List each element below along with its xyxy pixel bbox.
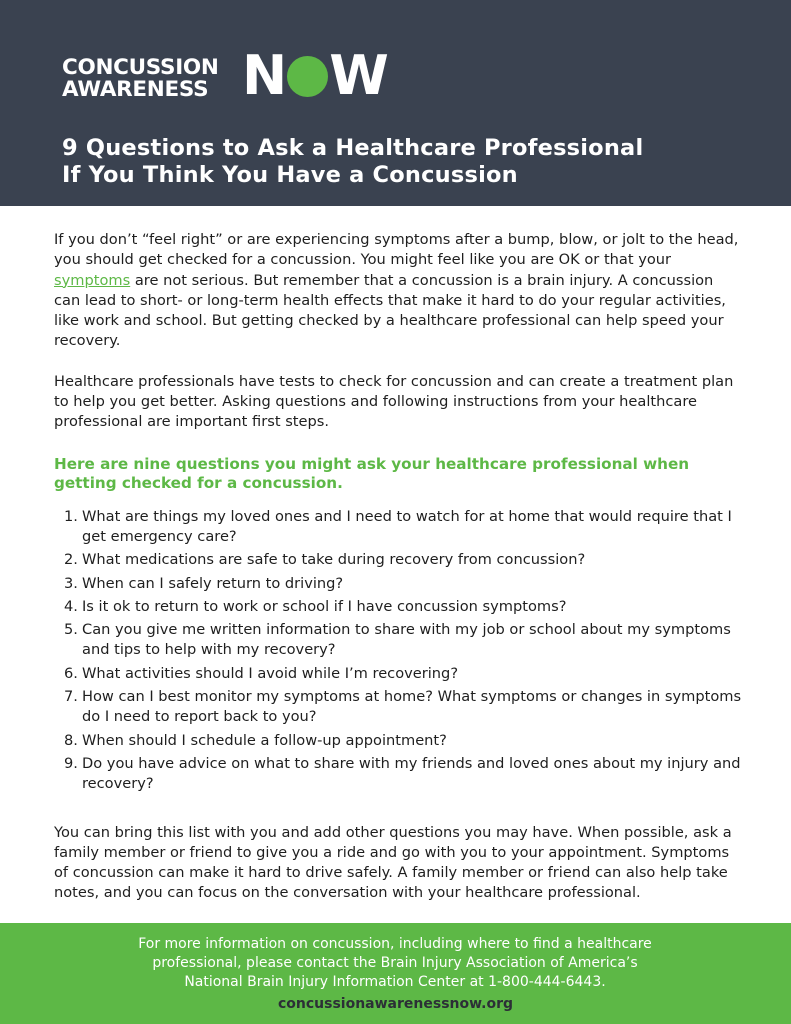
list-item-number: 1.	[64, 507, 78, 525]
footer-line-1: For more information on concussion, including where to find a healthcare	[138, 936, 652, 952]
page-title	[62, 135, 762, 189]
page-header	[0, 0, 791, 206]
logo-now	[242, 44, 387, 107]
questions-subheading: Here are nine questions you might ask your healthcare professional when getting checked for a concussion.	[54, 454, 690, 492]
list-item-text: Can you give me written information to share with my job or school about my symptoms and tips to help with my recovery?	[82, 621, 731, 659]
list-item-number: 8.	[64, 731, 78, 749]
footer-contact-text	[95, 935, 695, 992]
list-item	[54, 687, 744, 728]
symptoms-link[interactable]: symptoms	[54, 271, 131, 289]
title-line-1: 9 Questions to Ask a Healthcare Professional	[62, 135, 644, 161]
list-item-text: What are things my loved ones and I need to watch for at home that would require that I get emergency care?	[82, 507, 732, 545]
main-content	[54, 230, 744, 904]
logo-now-w: W	[329, 44, 387, 107]
list-item	[54, 754, 744, 795]
list-item-text: How can I best monitor my symptoms at home? What symptoms or changes in symptoms do I need to report back to you?	[82, 688, 742, 726]
green-dot-icon	[287, 56, 328, 97]
list-item-text: Do you have advice on what to share with my friends and loved ones about my injury and recovery?	[82, 754, 741, 793]
closing-paragraph: You can bring this list with you and add other questions you may have. When possible, ask a family member or friend to give you a ride and go with you to your appointment. Symptoms of concussion can make it hard to drive safely. A family member or friend can also help take notes, and you can focus on the conversation with your healthcare professional.	[54, 823, 732, 902]
list-item-text: What activities should I avoid while I’m recovering?	[82, 664, 459, 682]
list-item-text: What medications are safe to take during recovery from concussion?	[82, 551, 586, 569]
intro-text-start: If you don’t “feel right” or are experiencing symptoms after a bump, blow, or jolt to the head, you should get checked for a concussion. You might feel like you are OK or that your	[54, 231, 739, 269]
logo-line-awareness: AWARENESS	[62, 77, 209, 102]
questions-list	[54, 507, 744, 795]
intro-paragraph-2: Healthcare professionals have tests to check for concussion and can create a treatment plan to help you get better. Asking questions and following instructions from your healthcare professional are important first steps.	[54, 372, 734, 431]
footer-line-3: National Brain Injury Information Center at 1-800-444-6443.	[184, 974, 606, 990]
list-item	[54, 574, 744, 594]
list-item	[54, 597, 744, 617]
list-item	[54, 664, 744, 684]
list-item	[54, 550, 744, 570]
list-item-number: 2.	[64, 551, 78, 569]
footer-line-2: professional, please contact the Brain Injury Association of America’s	[152, 955, 638, 971]
list-item	[54, 731, 744, 751]
list-item-number: 7.	[64, 688, 78, 706]
list-item-number: 4.	[64, 597, 78, 615]
list-item-number: 6.	[64, 664, 78, 682]
page-footer	[0, 923, 791, 1024]
list-item-text: Is it ok to return to work or school if I have concussion symptoms?	[82, 597, 567, 615]
intro-paragraph-1	[54, 230, 744, 352]
intro-text-end: are not serious. But remember that a concussion is a brain injury. A concussion can lead to short- or long-term health effects that make it hard to do your regular activities, like work and school. But getting checked by a healthcare professional can help speed your recovery.	[54, 271, 726, 350]
list-item-text: When can I safely return to driving?	[82, 574, 344, 592]
logo-words	[62, 57, 242, 101]
logo-line-concussion: CONCUSSION	[62, 55, 219, 80]
list-item-number: 3.	[64, 574, 78, 592]
list-item-text: When should I schedule a follow-up appointment?	[82, 731, 447, 749]
list-item-number: 9.	[64, 754, 78, 772]
title-line-2: If You Think You Have a Concussion	[62, 162, 518, 188]
list-item	[54, 507, 744, 548]
list-item-number: 5.	[64, 621, 78, 639]
logo-now-n: N	[242, 44, 286, 107]
list-item	[54, 620, 744, 661]
website-link[interactable]: concussionawarenessnow.org	[277, 996, 514, 1012]
